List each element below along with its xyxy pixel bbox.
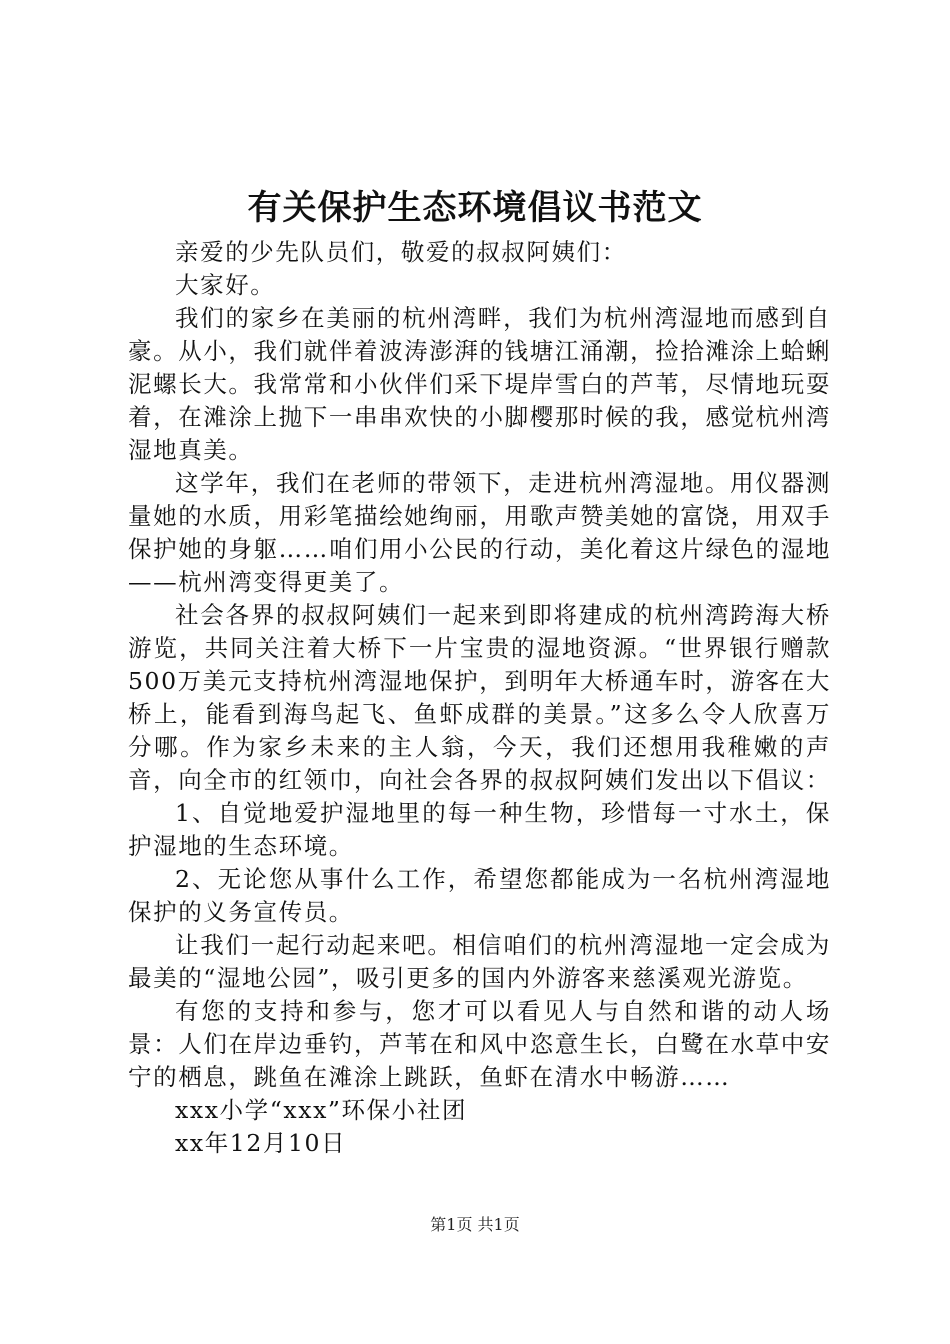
greeting: 大家好。: [175, 271, 276, 299]
signature-date: xx年12月10日: [175, 1129, 347, 1157]
body-paragraph: 社会各界的叔叔阿姨们一起来到即将建成的杭州湾跨海大桥游览，共同关注着大桥下一片宝贵的湿地资源。“世界银行赠款500万美元支持杭州湾湿地保护，到明年大桥通车时，游客在大桥上，能看到海鸟起飞、鱼虾成群的美景。”这多么令人欣喜万分哪。作为家乡未来的主人翁，今天，我们还想用我稚嫩的声音，向全市的红领巾，向社会各界的叔叔阿姨们发出以下倡议：: [128, 601, 831, 794]
document-body: [128, 236, 831, 1160]
body-paragraph: 我们的家乡在美丽的杭州湾畔，我们为杭州湾湿地而感到自豪。从小，我们就伴着波涛澎湃的钱塘江涌潮，捡拾滩涂上蛤蜊泥螺长大。我常常和小伙伴们采下堤岸雪白的芦苇，尽情地玩耍着，在滩涂上抛下一串串欢快的小脚樱那时候的我，感觉杭州湾湿地真美。: [128, 304, 831, 464]
page-footer: 第1页 共1页: [430, 1215, 520, 1234]
body-paragraph: 这学年，我们在老师的带领下，走进杭州湾湿地。用仪器测量她的水质，用彩笔描绘她绚丽，用歌声赞美她的富饶，用双手保护她的身躯……咱们用小公民的行动，美化着这片绿色的湿地——杭州湾变得更美了。: [128, 469, 831, 596]
proposal-item: 1、自觉地爱护湿地里的每一种生物，珍惜每一寸水土，保护湿地的生态环境。: [128, 799, 831, 860]
signature-organization: xxx小学“xxx”环保小社团: [175, 1096, 468, 1124]
page-title: 有关保护生态环境倡议书范文: [247, 188, 703, 228]
salutation: 亲爱的少先队员们，敬爱的叔叔阿姨们：: [175, 238, 627, 266]
proposal-item: 2、无论您从事什么工作，希望您都能成为一名杭州湾湿地保护的义务宣传员。: [128, 865, 831, 926]
body-paragraph: 让我们一起行动起来吧。相信咱们的杭州湾湿地一定会成为最美的“湿地公园”，吸引更多的国内外游客来慈溪观光游览。: [128, 931, 831, 992]
body-paragraph: 有您的支持和参与，您才可以看见人与自然和谐的动人场景：人们在岸边垂钓，芦苇在和风中恣意生长，白鹭在水草中安宁的栖息，跳鱼在滩涂上跳跃，鱼虾在清水中畅游……: [128, 997, 831, 1091]
